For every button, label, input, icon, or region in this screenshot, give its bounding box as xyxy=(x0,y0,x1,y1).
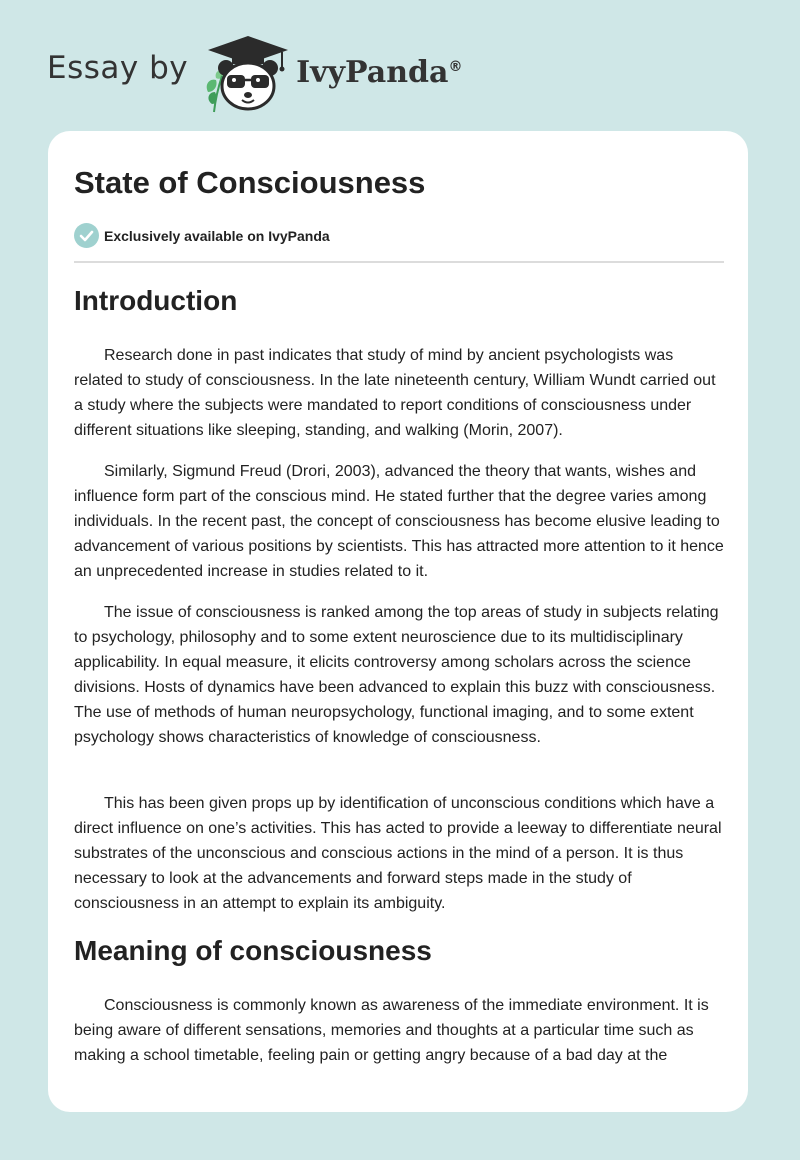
exclusive-badge xyxy=(74,223,330,248)
title-divider xyxy=(74,261,724,263)
brand-header[interactable] xyxy=(47,34,462,114)
exclusive-badge-text: Exclusively available on IvyPanda xyxy=(104,227,330,244)
brand-prefix: Essay by xyxy=(47,50,189,86)
check-circle-icon xyxy=(74,223,99,248)
page-title: State of Consciousness xyxy=(74,165,426,200)
paragraph: The issue of consciousness is ranked among the top areas of study in subjects relating to psychology, philosophy and to some extent neuroscience due to its multidisciplinary applicability. In equal measure, it elicits controversy among scholars across the science divisions. Hosts of dynamics have been advanced to explain this buzz with consciousness. The use of methods of human neuropsychology, functional imaging, and to some extent psychology shows characteristics of knowledge of consciousness. xyxy=(74,604,719,746)
paragraph: This has been given props up by identification of unconscious conditions which have a direct influence on one’s activities. This has acted to provide a leeway to differentiate neural substrates of the unconscious and conscious actions in the mind of a person. It is thus necessary to look at the advancements and forward steps made in the study of consciousness in an attempt to explain its ambiguity. xyxy=(74,795,722,912)
paragraph: Similarly, Sigmund Freud (Drori, 2003), advanced the theory that wants, wishes and influence form part of the conscious mind. He stated further that the degree varies among individuals. In the recent past, the concept of consciousness has become elusive leading to advancement of various positions by scientists. This has attracted more attention to it hence an unprecedented increase in studies related to it. xyxy=(74,463,724,580)
essay-card xyxy=(48,131,748,1112)
section-heading-introduction: Introduction xyxy=(74,285,238,316)
paragraph: Consciousness is commonly known as awareness of the immediate environment. It is being aware of different sensations, memories and thoughts at a particular time such as making a school timetable, feeling pain or getting angry because of a bad day at the xyxy=(74,997,709,1064)
paragraph: Research done in past indicates that study of mind by ancient psychologists was related to study of consciousness. In the late nineteenth century, William Wundt carried out a study where the subjects were mandated to report conditions of consciousness under different situations like sleeping, standing, and walking (Morin, 2007). xyxy=(74,347,716,439)
panda-logo-icon xyxy=(202,34,294,114)
section-heading-meaning: Meaning of consciousness xyxy=(74,935,432,966)
brand-name: IvyPanda® xyxy=(296,54,463,90)
